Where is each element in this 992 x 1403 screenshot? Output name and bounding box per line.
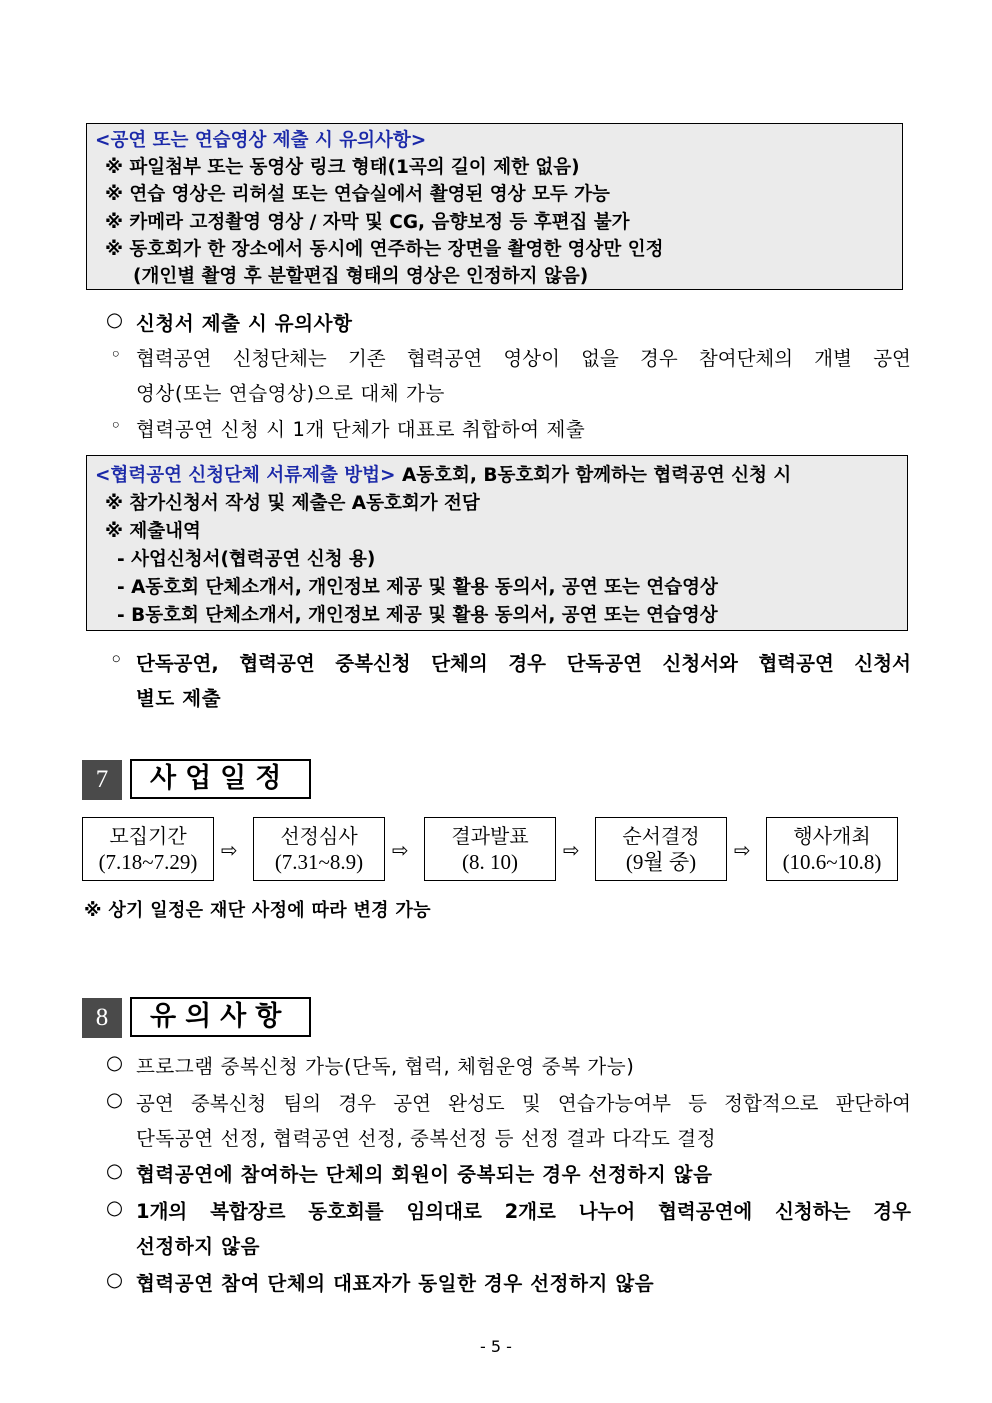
page-number: - 5 - [480, 1337, 512, 1356]
submission-method-box [86, 455, 908, 631]
circle-bullet-icon: ○ [106, 308, 124, 331]
submission-method-item: - 사업신청서(협력공연 신청 용) [117, 549, 376, 570]
arrow-right-icon: ⇨ [563, 838, 580, 862]
section-7-title: 사업일정 [130, 759, 311, 799]
apply-notice-bullet1-line1: 협력공연 신청단체는 기존 협력공연 영상이 없을 경우 참여단체의 개별 공연 [136, 347, 911, 370]
arrow-right-icon: ⇨ [221, 838, 238, 862]
video-notice-item: ※ 카메라 고정촬영 영상 / 자막 및 CG, 음향보정 등 후편집 불가 [105, 212, 630, 233]
notice-item-5: 협력공연 참여 단체의 대표자가 동일한 경우 선정하지 않음 [136, 1272, 655, 1295]
submission-method-title: <협력공연 신청단체 서류제출 방법> A동호회, B동호회가 함께하는 협력공연 신청 시 [95, 465, 792, 486]
section-7-number: 7 [82, 760, 122, 800]
notice-item-4-line1: 1개의 복합장르 동호회를 임의대로 2개로 나누어 협력공연에 신청하는 경우 [136, 1200, 911, 1223]
schedule-step-recruit: 모집기간 (7.18~7.29) [82, 817, 214, 881]
notice-item-4-line2: 선정하지 않음 [136, 1235, 261, 1258]
circle-bullet-icon: ○ [106, 1268, 124, 1291]
submission-method-item: - A동호회 단체소개서, 개인정보 제공 및 활용 동의서, 공연 또는 연습영상 [117, 577, 718, 598]
dot-bullet-icon: ◦ [110, 648, 123, 671]
arrow-right-icon: ⇨ [734, 838, 751, 862]
notice-item-2-line2: 단독공연 선정, 협력공연 선정, 중복선정 등 선정 결과 다각도 결정 [136, 1127, 717, 1150]
apply-notice-bullet2: 협력공연 신청 시 1개 단체가 대표로 취합하여 제출 [136, 418, 586, 441]
notice-item-2-line1: 공연 중복신청 팀의 경우 공연 완성도 및 연습가능여부 등 정합적으로 판단하여 [136, 1092, 911, 1115]
video-notice-item: (개인별 촬영 후 분할편집 형태의 영상은 인정하지 않음) [133, 266, 589, 287]
submission-method-item: ※ 참가신청서 작성 및 제출은 A동호회가 전담 [105, 493, 480, 514]
circle-bullet-icon: ○ [106, 1088, 124, 1111]
schedule-step-event: 행사개최 (10.6~10.8) [766, 817, 898, 881]
video-notice-item: ※ 연습 영상은 리허설 또는 연습실에서 촬영된 영상 모두 가능 [105, 184, 610, 205]
submission-method-item: - B동호회 단체소개서, 개인정보 제공 및 활용 동의서, 공연 또는 연습영상 [117, 605, 718, 626]
dup-notice-line1: 단독공연, 협력공연 중복신청 단체의 경우 단독공연 신청서와 협력공연 신청서 [136, 652, 911, 675]
arrow-right-icon: ⇨ [392, 838, 409, 862]
circle-bullet-icon: ○ [106, 1196, 124, 1219]
apply-notice-heading: 신청서 제출 시 유의사항 [136, 312, 353, 335]
submission-method-item: ※ 제출내역 [105, 521, 201, 542]
dup-notice-line2: 별도 제출 [136, 687, 222, 710]
video-notice-item: ※ 파일첨부 또는 동영상 링크 형태(1곡의 길이 제한 없음) [105, 157, 580, 178]
schedule-step-announce: 결과발표 (8. 10) [424, 817, 556, 881]
schedule-step-review: 선정심사 (7.31~8.9) [253, 817, 385, 881]
notice-item-3: 협력공연에 참여하는 단체의 회원이 중복되는 경우 선정하지 않음 [136, 1163, 713, 1186]
dot-bullet-icon: ◦ [110, 414, 122, 437]
notice-item-1: 프로그램 중복신청 가능(단독, 협럭, 체험운영 중복 가능) [136, 1055, 635, 1078]
schedule-note: ※ 상기 일정은 재단 사정에 따라 변경 가능 [84, 900, 431, 921]
dot-bullet-icon: ◦ [110, 343, 122, 366]
video-notice-title: <공연 또는 연습영상 제출 시 유의사항> [95, 130, 427, 151]
circle-bullet-icon: ○ [106, 1051, 124, 1074]
video-notice-item: ※ 동호회가 한 장소에서 동시에 연주하는 장면을 촬영한 영상만 인정 [105, 239, 664, 260]
video-notice-box [86, 123, 903, 290]
circle-bullet-icon: ○ [106, 1159, 124, 1182]
section-8-title: 유의사항 [130, 997, 311, 1037]
schedule-step-order: 순서결정 (9월 중) [595, 817, 727, 881]
apply-notice-bullet1-line2: 영상(또는 연습영상)으로 대체 가능 [136, 382, 445, 405]
section-8-number: 8 [82, 998, 122, 1038]
